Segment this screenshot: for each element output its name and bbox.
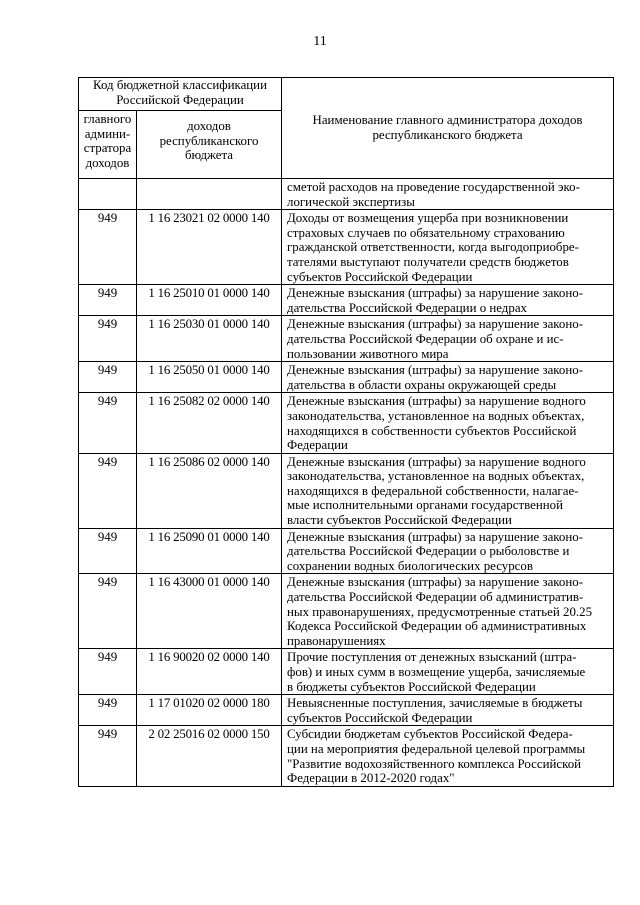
header-line: Наименование главного администратора доходов xyxy=(312,113,583,128)
description-line: дательства Российской Федерации об охране и ис- xyxy=(287,331,564,346)
description-line: Доходы от возмещения ущерба при возникновении xyxy=(287,211,569,226)
description-line: "Развитие водохозяйственного комплекса Российской xyxy=(287,756,582,771)
header-line: доходов xyxy=(187,119,231,133)
description-line: страховых случаев по обязательному страхованию xyxy=(287,225,565,240)
admin-code-cell: 949 xyxy=(79,393,137,453)
header-line: Код бюджетной классификации xyxy=(93,78,267,92)
description-line: Федерации xyxy=(287,438,348,453)
admin-code-cell: 949 xyxy=(79,316,137,362)
description-cell xyxy=(282,210,614,285)
revenue-code-cell: 2 02 25016 02 0000 150 xyxy=(137,726,282,786)
table-row xyxy=(79,453,614,528)
description-line: дательства Российской Федерации о недрах xyxy=(287,300,527,315)
table-row xyxy=(79,285,614,316)
description-line: Денежные взыскания (штрафы) за нарушение законо- xyxy=(287,286,583,301)
revenue-code-cell: 1 16 25050 01 0000 140 xyxy=(137,362,282,393)
table-row xyxy=(79,179,614,210)
table-row xyxy=(79,574,614,649)
description-line: фов) и иных сумм в возмещение ущерба, зачисляемые xyxy=(287,665,586,679)
header-line: бюджета xyxy=(184,148,234,163)
table-row xyxy=(79,695,614,726)
admin-code-cell: 949 xyxy=(79,574,137,649)
revenue-code-cell: 1 16 90020 02 0000 140 xyxy=(137,649,282,695)
description-line: Субсидии бюджетам субъектов Российской Федера- xyxy=(287,727,573,742)
description-line: логической экспертизы xyxy=(287,194,415,209)
table-row xyxy=(79,528,614,574)
description-line: дательства в области охраны окружающей среды xyxy=(287,377,557,392)
description-line: ции на мероприятия федеральной целевой программы xyxy=(287,741,586,756)
admin-code-cell: 949 xyxy=(79,649,137,695)
description-line: Федерации в 2012-2020 годах" xyxy=(287,771,455,786)
description-line: мые исполнительными органами государственной xyxy=(287,498,563,513)
description-cell xyxy=(282,179,614,210)
table-row xyxy=(79,316,614,362)
description-cell xyxy=(282,285,614,316)
description-line: Денежные взыскания (штрафы) за нарушение законо- xyxy=(287,529,583,544)
admin-code-cell: 949 xyxy=(79,453,137,528)
description-line: Денежные взыскания (штрафы) за нарушение законо- xyxy=(287,317,583,332)
admin-code-cell: 949 xyxy=(79,210,137,285)
description-cell xyxy=(282,453,614,528)
page-number: 11 xyxy=(313,34,327,49)
description-line: гражданской ответственности, когда выгодоприобре- xyxy=(287,240,579,255)
admin-code-cell: 949 xyxy=(79,528,137,574)
header-row-top xyxy=(79,78,614,111)
header-revenue-code xyxy=(137,111,282,179)
description-line: законодательства, установленное на водных объектах, xyxy=(287,469,585,484)
header-line: главного xyxy=(83,112,132,126)
revenue-code-cell xyxy=(137,179,282,210)
description-line: Денежные взыскания (штрафы) за нарушение законо- xyxy=(287,575,583,590)
description-line: дательства Российской Федерации об административ- xyxy=(287,590,584,605)
description-cell xyxy=(282,393,614,453)
description-line: законодательства, установленное на водных объектах, xyxy=(287,408,585,423)
description-line: власти субъектов Российской Федерации xyxy=(287,513,512,528)
description-line: субъектов Российской Федерации xyxy=(287,710,473,725)
header-line: доходов xyxy=(85,155,130,170)
header-line: республиканского xyxy=(159,133,259,148)
revenue-code-cell: 1 16 25030 01 0000 140 xyxy=(137,316,282,362)
description-cell xyxy=(282,726,614,786)
admin-code-cell: 949 xyxy=(79,726,137,786)
revenue-code-cell: 1 16 43000 01 0000 140 xyxy=(137,574,282,649)
description-line: правонарушениях xyxy=(287,633,386,648)
revenue-code-cell: 1 16 25082 02 0000 140 xyxy=(137,393,282,453)
revenue-code-cell: 1 16 25010 01 0000 140 xyxy=(137,285,282,316)
table-body xyxy=(79,179,614,787)
table-row xyxy=(79,393,614,453)
description-cell xyxy=(282,695,614,726)
description-line: Денежные взыскания (штрафы) за нарушение водного xyxy=(287,454,586,469)
description-line: находящихся в собственности субъектов Российской xyxy=(287,423,577,438)
description-cell xyxy=(282,649,614,695)
revenue-code-cell: 1 16 25090 01 0000 140 xyxy=(137,528,282,574)
description-line: сохранении водных биологических ресурсов xyxy=(287,558,533,573)
header-line: стратора xyxy=(83,141,132,156)
header-line: админи- xyxy=(84,126,131,141)
description-cell xyxy=(282,316,614,362)
header-line: Российской Федерации xyxy=(116,92,244,107)
table-row xyxy=(79,649,614,695)
header-chief-administrator xyxy=(79,111,137,179)
budget-classification-table xyxy=(78,77,614,787)
description-line: дательства Российской Федерации о рыболовстве и xyxy=(287,544,570,559)
header-line: республиканского бюджета xyxy=(372,128,523,142)
description-cell xyxy=(282,528,614,574)
description-line: в бюджеты субъектов Российской Федерации xyxy=(287,679,536,694)
description-line: ных правонарушениях, предусмотренные статьей 20.25 xyxy=(287,604,593,619)
admin-code-cell: 949 xyxy=(79,362,137,393)
table-row xyxy=(79,726,614,786)
header-budget-classification xyxy=(79,78,282,111)
description-line: Прочие поступления от денежных взысканий (штра- xyxy=(287,650,577,665)
description-line: Невыясненные поступления, зачисляемые в бюджеты xyxy=(287,696,583,711)
description-line: субъектов Российской Федерации xyxy=(287,269,473,284)
revenue-code-cell: 1 16 23021 02 0000 140 xyxy=(137,210,282,285)
revenue-code-cell: 1 17 01020 02 0000 180 xyxy=(137,695,282,726)
description-line: находящихся в федеральной собственности, налагае- xyxy=(287,483,579,498)
table-row xyxy=(79,210,614,285)
description-line: Денежные взыскания (штрафы) за нарушение водного xyxy=(287,394,586,409)
description-line: сметой расходов на проведение государственной эко- xyxy=(287,180,580,194)
description-line: тателями выступают получатели средств бюджетов xyxy=(287,254,569,269)
description-line: пользовании животного мира xyxy=(287,346,449,361)
description-cell xyxy=(282,574,614,649)
table-row xyxy=(79,362,614,393)
description-line: Денежные взыскания (штрафы) за нарушение законо- xyxy=(287,363,583,378)
description-cell xyxy=(282,362,614,393)
admin-code-cell xyxy=(79,179,137,210)
revenue-code-cell: 1 16 25086 02 0000 140 xyxy=(137,453,282,528)
admin-code-cell: 949 xyxy=(79,285,137,316)
header-administrator-name xyxy=(282,78,614,179)
admin-code-cell: 949 xyxy=(79,695,137,726)
description-line: Кодекса Российской Федерации об административных xyxy=(287,619,587,634)
